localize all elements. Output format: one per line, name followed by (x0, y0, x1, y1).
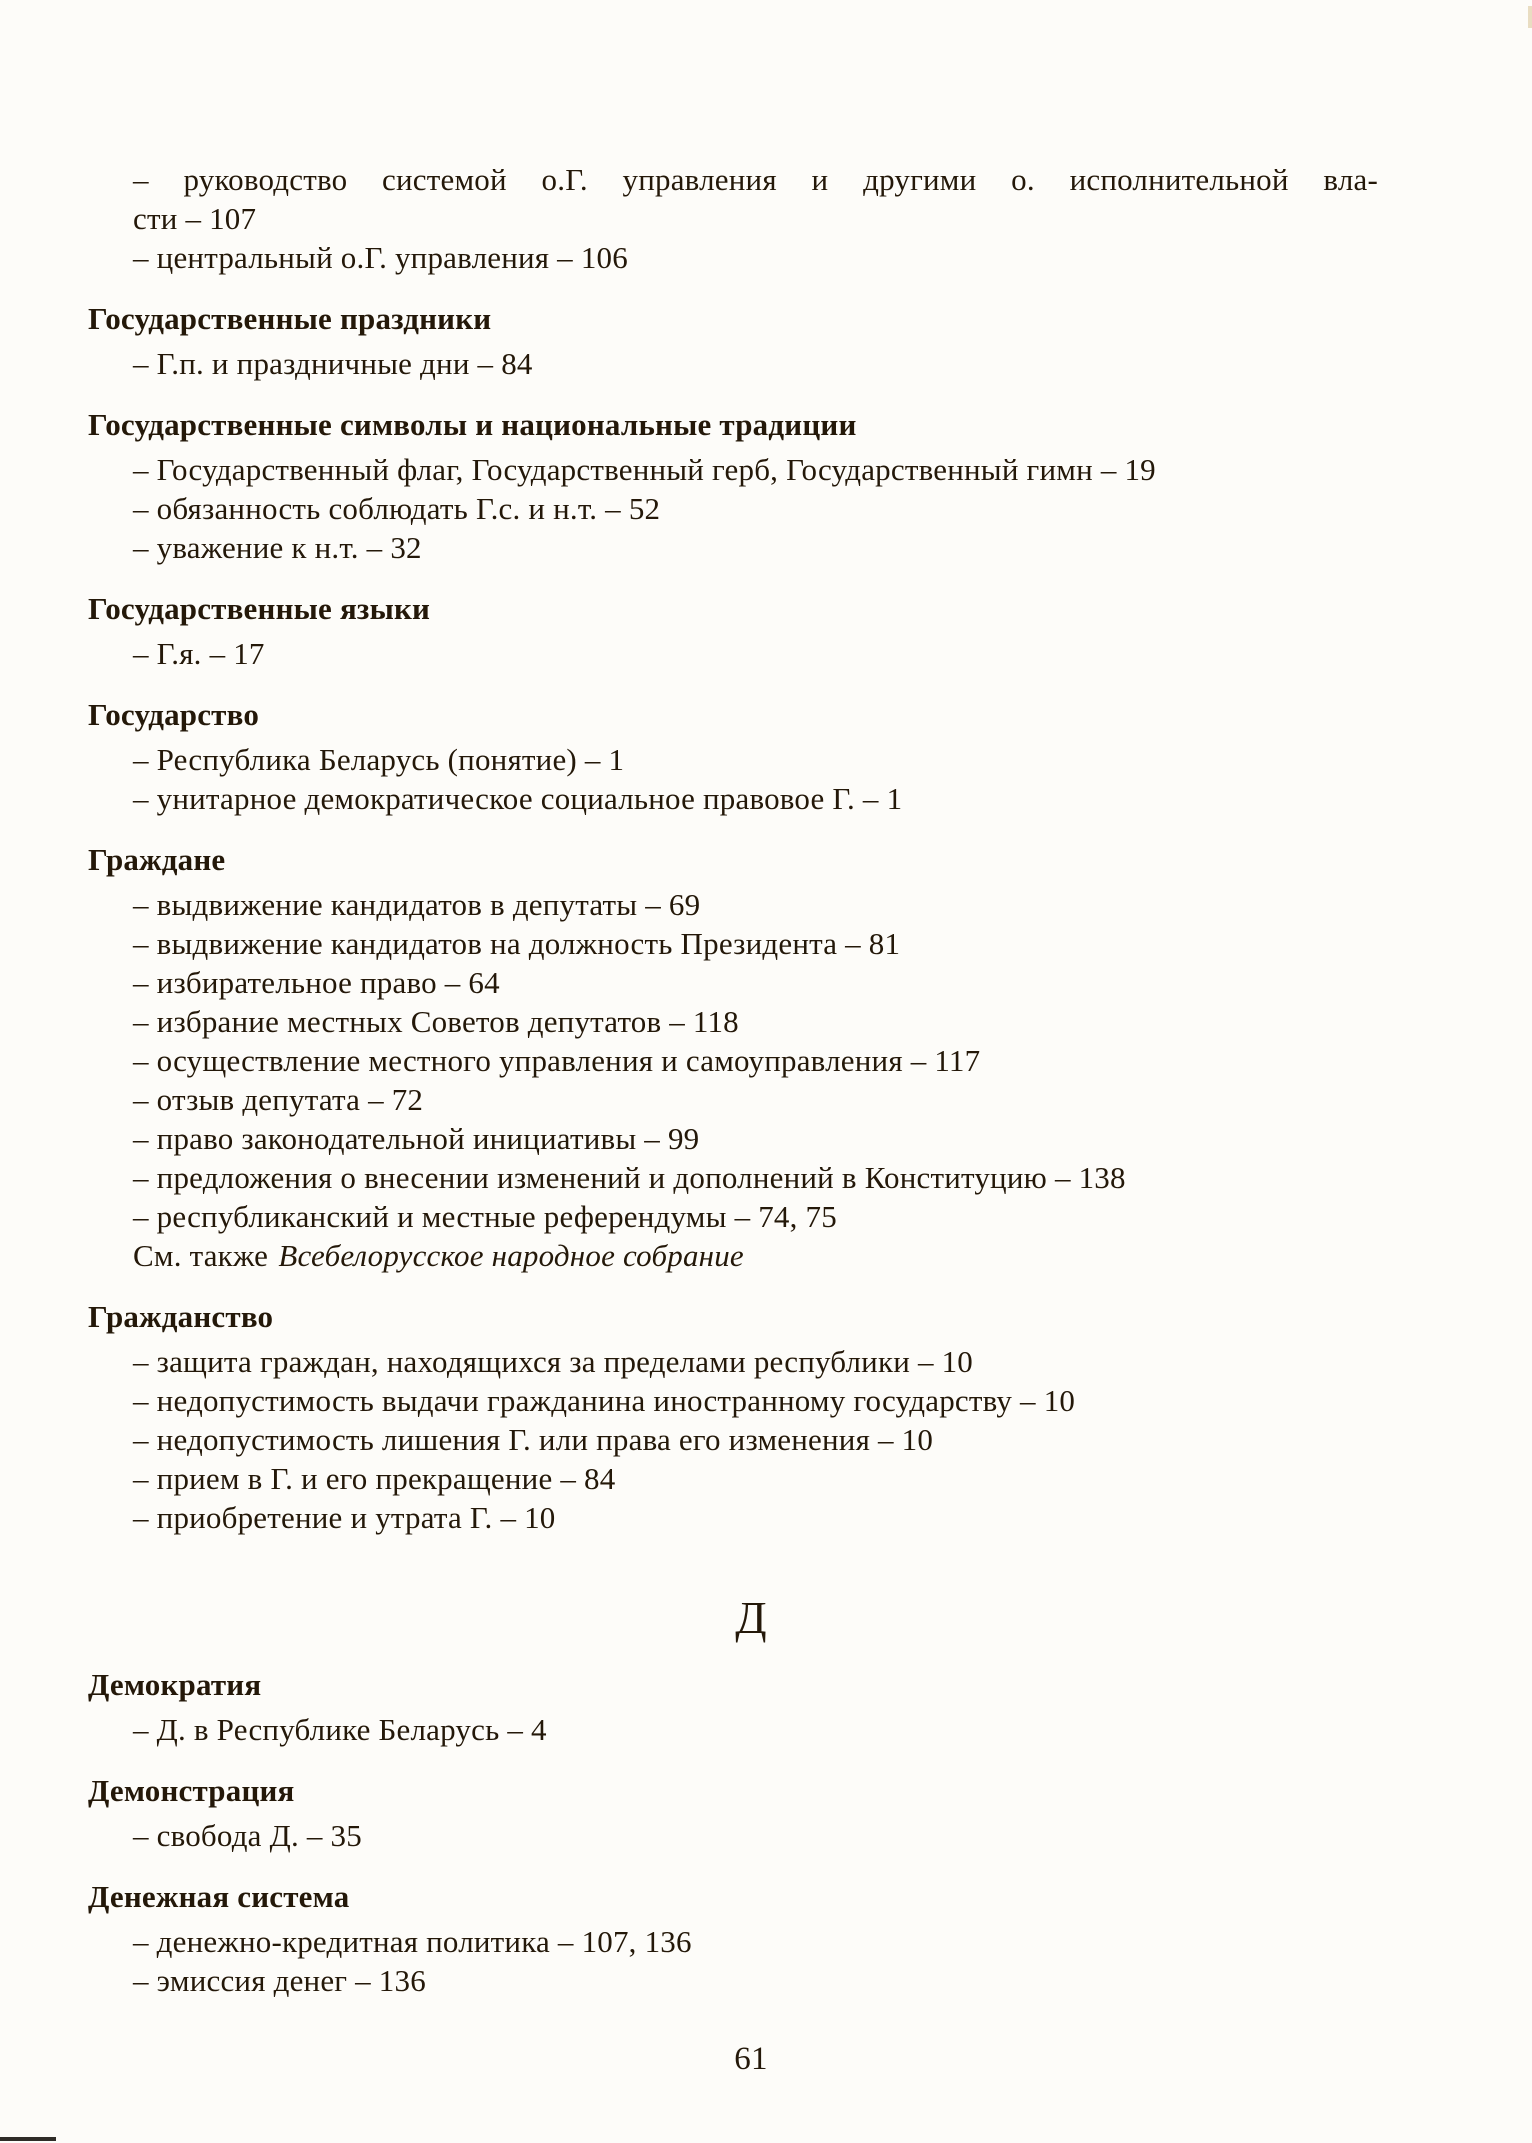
index-entry: – осуществление местного управления и самоуправления – 117 (133, 1043, 981, 1078)
index-entry: – недопустимость выдачи гражданина иностранному государству – 10 (133, 1383, 1076, 1418)
index-term-heading: Государственные символы и национальные традиции (88, 407, 857, 442)
index-term-heading: Государственные праздники (88, 301, 492, 336)
scan-artifact (0, 2137, 56, 2141)
index-entry: – Д. в Республике Беларусь – 4 (133, 1712, 547, 1747)
index-entry: – Г.я. – 17 (133, 636, 265, 671)
index-term-heading: Демонстрация (88, 1773, 295, 1808)
index-entry: – предложения о внесении изменений и дополнений в Конституцию – 138 (133, 1160, 1126, 1195)
continuation-line: – руководство системой о.Г. управления и другими о. исполнительной вла- (133, 162, 1378, 197)
letter-divider: Д (735, 1592, 767, 1643)
index-term-heading: Демократия (88, 1667, 262, 1702)
see-also-reference: Всебелорусское народное собрание (278, 1238, 744, 1273)
index-term-heading: Государство (88, 697, 260, 732)
index-term-heading: Государственные языки (88, 591, 431, 626)
text-column (88, 160, 1378, 2078)
index-entry: – уважение к н.т. – 32 (133, 530, 422, 565)
scan-artifact (1528, 6, 1532, 28)
index-entry: – республиканский и местные референдумы – 74, 75 (133, 1199, 837, 1234)
index-entry: – приобретение и утрата Г. – 10 (133, 1500, 556, 1535)
continuation-line: сти – 107 (133, 201, 257, 236)
index-entry: – избирательное право – 64 (133, 965, 500, 1000)
index-entry: – отзыв депутата – 72 (133, 1082, 424, 1117)
index-entry: – защита граждан, находящихся за пределами республики – 10 (133, 1344, 974, 1379)
index-term-heading: Гражданство (88, 1299, 274, 1334)
index-entry: – выдвижение кандидатов в депутаты – 69 (133, 887, 701, 922)
index-entry: – денежно-кредитная политика – 107, 136 (133, 1924, 692, 1959)
index-term-heading: Граждане (88, 842, 226, 877)
index-entry: – выдвижение кандидатов на должность Президента – 81 (133, 926, 901, 961)
index-entry: – недопустимость лишения Г. или права его изменения – 10 (133, 1422, 934, 1457)
index-entry: – Г.п. и праздничные дни – 84 (133, 346, 533, 381)
index-entry: – центральный о.Г. управления – 106 (133, 240, 628, 275)
page-number: 61 (734, 2041, 768, 2077)
index-entry: – обязанность соблюдать Г.с. и н.т. – 52 (133, 491, 661, 526)
index-entry: – унитарное демократическое социальное правовое Г. – 1 (133, 781, 903, 816)
see-also-note (88, 1236, 1378, 1275)
index-entry: – свобода Д. – 35 (133, 1818, 362, 1853)
index-entry: – Государственный флаг, Государственный герб, Государственный гимн – 19 (133, 452, 1156, 487)
index-entry: – право законодательной инициативы – 99 (133, 1121, 700, 1156)
index-entry: – Республика Беларусь (понятие) – 1 (133, 742, 625, 777)
index-entry: – избрание местных Советов депутатов – 118 (133, 1004, 739, 1039)
index-entry: – эмиссия денег – 136 (133, 1963, 426, 1998)
index-entry: – прием в Г. и его прекращение – 84 (133, 1461, 616, 1496)
index-term-heading: Денежная система (88, 1879, 350, 1914)
see-also-prefix: См. также (133, 1238, 269, 1273)
